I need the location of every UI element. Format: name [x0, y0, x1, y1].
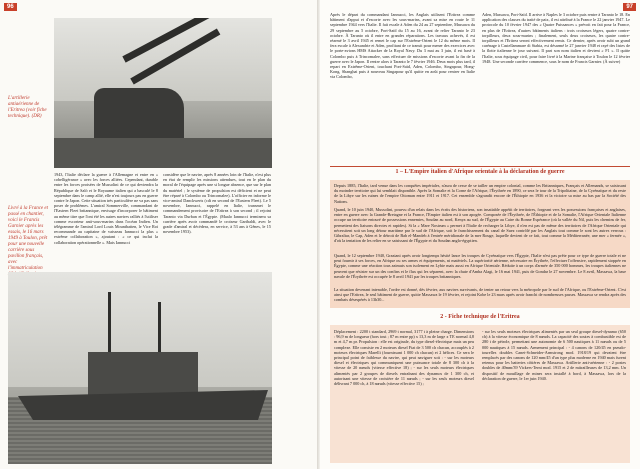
- fiche-column-right: - sur les seuls moteurs électriques alimentés par un seul groupe diesel-dynamo (650 ch) à la vitesse économique de 8 nœuds. La capacité des soutes à combustible est de 280 t de pétrole, permettant une autonomie de 6 500 nautiques à 11 nœuds ou de 5 000 nautiques à 15 nœuds. Armement principal : - 4 canons de 120/45 en pseudo-tourelles doubles Canet-Schneider-Armstrong mod. 1918/19 qui devaient être remplacés par des canons de 120 mm/45 d'un type plus moderne en 1940 mais furent retenus pour les batteries côtières de Massawa. Artillerie anti-aérienne : - 2 postes doubles de 40mm/39 Vickers-Terni mod. 1915 et 2 de mitrailleuses de 13,2 mm. Un dispositif de mouillage de mines sera installé à bord, à Massawa, lors de la déclaration de guerre, le 1er juin 1940.: [482, 329, 626, 381]
- photo-antiaircraft-gun: [54, 18, 272, 168]
- caption-artillery: L'artillerie antiaérienne de l'Eritrea (voir fiche technique). (DR): [8, 96, 47, 119]
- ship-superstructure: [88, 352, 198, 397]
- right-top-column-2: Aden, Massawa, Port-Saïd. Il arrive à Naples le 3 octobre puis rentre à Taranto le 18. En application des clauses du traité de paix, il est attribué à la France le 22 janvier 1947. Le protocole du 10 février 1947 des « Quatre Puissances » prévoit en fait pour la France, en plus de l'Eritrea, d'autres bâtiments italiens : trois croiseurs légers, quatre contre-torpilleurs, deux sous-marins ; finalement, seuls deux croiseurs, les quatre contre-torpilleurs et l'Eritrea seront effectivement remis. Ce dernier, après avoir subi un grand carénage à Castellammare di Stabia, est désarmé le 27 janvier 1948 et rayé des listes de la flotte italienne le jour suivant. Il part son nom italien et devient « F1 ». Il quitte l'Italie, sous équipage civil, pour faire livré à la Marine française à Toulon le 12 février 1948. Une seconde carrière commence, sous le nom de Francis Garnier. (À suivre): [482, 12, 630, 64]
- section1-para-2: Quand, le 10 juin 1940, Mussolini, pourvu d'un relais dans les écrits des historiens, son insatiable appétit de territoires, forgeant vers les possessions françaises et anglaises, entre en guerre avec la Grande-Bretagne et la France, l'Empire italien est à son apogée. Composée de l'Érythrée, de l'Éthiopie et de la Somalie, l'Afrique Orientale Italienne occupe un territoire entouré de possessions ennemies, Soudan au nord, Kenya au sud, de l'Égypte au Caire du Bonne Espérance (où la vallée du Nil, puis les chemins de fer, permettent des liaisons directes et rapides). Si la « Mare Nostrum » permet à l'Italie de recharger la Libye, il n'en est pas de même des territoires de l'Afrique Orientale qui nécessitent soit un long détour maritime par le sud de l'Afrique, soit le franchissement du canal de Suez contrôlé par les Anglais tout comme le sont les autres verrous : Gibraltar, le Cap, Aden et le détroit de Bab el-Mandeb à l'entrée méridionale de la mer Rouge, laquelle devient de ce fait, tout comme la Méditerranée, une mer « fermée », d'où la tentation de les relier en se saisissant de l'Égypte et du Soudan anglo-égyptien.: [334, 207, 626, 244]
- section2-title: 2 - Fiche technique de l'Eritrea: [440, 314, 520, 320]
- fiche-column-left: Déplacement : 2200 t standard, 2969 t normal, 3177 t à pleine charge. Dimensions : 96,9 m de longueur (hors tout ; 87 m entre pp) x 13,3 m de large x TE normal 4,8 m et 4,7 m pr. Propulsion : elle est originale, du type diesel-électrique mais un peu complexe. Elle consiste en 2 moteurs diesel Fiat de 3 500 ch chacun, accouplés à 2 moteurs électriques Marelli (fournissant 1 000 ch chacun) et 2 hélices. Ce sera le principal point de faiblesse du navire, qui peut naviguer soit : - sur les moteurs diesel et électriques qui communiquent une puissance totale de 8 300 ch à la vitesse de 20 nœuds (vitesse effective 18) ; - sur les seuls moteurs électriques alimentés par 2 groupes de diesels entraînant des dynamos de 1 300 ch, et autorisant une vitesse de croisière de 11 nœuds ; - sur les seuls moteurs diesel délivrant 7 000 ch, à 18 nœuds (vitesse effective 15) ;: [334, 329, 474, 387]
- gun-mount: [94, 88, 184, 143]
- section1-para-3: Quand, le 12 septembre 1940, Graziani après avoir longtemps hésité lance les troupes de Cyrénaïque vers l'Égypte, l'Italie n'est pas prête pour ce type de guerre totale et ne peut fournir à ses forces, en Afrique ou ses armes et équipements, ni matériels. La supériorité aérienne, nécessaire en Érythrée, l'effectuer l'offensive, rapidement stoppée en Égypte, comme une réaction tous azimuts son isolement en Lybie mais aussi en Afrique Orientale. Réduite à un corps d'armée de 350 000 hommes, les troupes italiennes ne peuvent que résister sur un des confins et le flux qui les séparent, avec la chute d'Amba Alagi, le 16 mai 1941, puis de Gondar le 27 novembre. Le 8 avril, Massawa, la base navale de l'Érythrée est occupée le 8 avril 1941 par les troupes britanniques.: [334, 253, 626, 279]
- section1-title: 1 – L'Empire italien d'Afrique orientale à la déclaration de guerre: [395, 169, 565, 175]
- section1-box: [330, 180, 630, 308]
- right-top-column-1: Après le départ du commandant Iannucci, les Anglais utilisent l'Eritrea comme bâtiment d'appui et d'escorte avec les sous-marins, avant sa mise en route le 11 septembre 1944 vers l'Italie. Il fait escale à Aden du 24 au 27 septembre, Massawa du 29 septembre au 5 octobre, Port-Saïd du 15 au 16, avant de relier Taranto le 23 octobre. À Taranto où il entre en grandes réparations. Les travaux achevés, il est réarmé le 3 avril 1945 et remet le cap sur l'Extrême-Orient le 12 du même mois. Il fera escale à Alexandrie et Aden, profitant de ce transit pour mener des exercices avec le porte-avions HMS Attacker de la Royal Navy. Du 3 mai au 3 juin, il est basé à Colombo puis à Trincomalee, sans effectuer de missions d'escorte avant la fin de la guerre avec le Japon. Il rentre alors à Taranto le 7 février 1946. Deux mois plus tard, il repart en Extrême-Orient, touchant Port-Saïd, Aden, Colombo, Singapour, Hong-Kong, Shanghai puis à nouveau Singapour qu'il quitte en août pour rentrer en Italie via Colombo,: [330, 12, 475, 80]
- page-number-right: 97: [623, 3, 636, 11]
- caption-francis-garnier: Livré à la France et passé en chantier, voici le Francis Garnier après les essais, le 16 mars 1949 à Toulon, prêt pour une nouvelle carrière sous pavillon français, avec l'immatriculation: [8, 206, 48, 271]
- section1-para-4: La situation devenant intenable, l'ordre est donné, dès février, aux navires survivants, de tenter un retour vers la métropole par le sud de l'Afrique, ou l'Extrême-Orient. C'est ainsi que l'Eritrea, le seul bâtiment de guerre, quitte Massawa le 19 février, et rejoint Kobe le 23 mars après avoir franchi de nombreuses passes. Massawa se rendra après des combats désespérés à 13h30...: [334, 287, 626, 303]
- left-text-column-1: 1943, l'Italie déclare la guerre à l'Allemagne et entre en « cobelligérance » avec les forces alliées. Cependant, durable entre les forces proisées de Mussolini de ce qui deviendra la République de Salò et le Royaume italien qui a basculé le 8 septembre dans le camp allié, elle n'est toujours pas en guerre contre le Japon. Cette situation très particulière ne va pas sans poser de problèmes. L'amiral Sommerville, commandant de l'Eastern Fleet britannique, envisage d'incorporer le bâtiment au même titre que l'ont été les autres navires ralliés à l'utiliser comme escorteur anti-sous-marins dans l'océan Indien. Un télégramme de l'amiral Lord Louis Mountbatten, le Vice Roi recommande au capitaine de vaisseau Iannucci la plus « extrême collaboration », ajoutant : « ce qui inclut la collaboration opérationnelle ». Mais Iannucci: [54, 172, 158, 245]
- right-page: [320, 0, 640, 469]
- left-text-column-2: considère que le navire, après 8 années loin de l'Italie, n'est plus en état de remplir les missions attendues, tout en le plan du moral de l'équipage après une si longue absence, que sur le plan du matériel ; le système de propulsion est déficient et ne peut être réparé à Colombo ou Trincomalee). L'officier en informe le vice-amiral Danckwerts (cdt en second de l'Eastern Fleet). Le 5 novembre, Iannucci, rappelé en Italie, transmet le commandement provisoire de l'Eritrea à son second ; il rejoint Taranto via Durban et l'Égypte. (Maalo Iannucci terminera sa carrière après avoir commandé le croiseur Garibaldi, avec le grade d'amiral et décèdera, en service, à 53 ans à Gênes, le 15 novembre 1953).: [163, 172, 271, 235]
- photo-francis-garnier-ship: [8, 272, 272, 464]
- section1-para-1: Depuis 1885, l'Italie, tard venue dans les conquêtes impériales, n'aura de cesse de se tailler un empire colonial, comme les Britanniques, Français et Allemands, se saisissant du moindre territoire qui lui semblait disponible. Après la Somalie et la Corne de l'Afrique, l'Érythrée en 1890, ce sera le tour de la Tripolitaine, de la Cyrénaïque et du reste de la Libye sur les ruines de l'empire Ottoman entre 1911 et 1917. Cet ensemble s'agrandit encore de l'Éthiopie en 1936 et la victoire sa mise au bas par la Société des Nations.: [334, 183, 626, 204]
- deck: [54, 138, 272, 168]
- section2-box: [330, 325, 630, 463]
- page-number-left: 96: [4, 3, 17, 11]
- ship-hull: [18, 390, 268, 420]
- section1-rule: [330, 166, 630, 167]
